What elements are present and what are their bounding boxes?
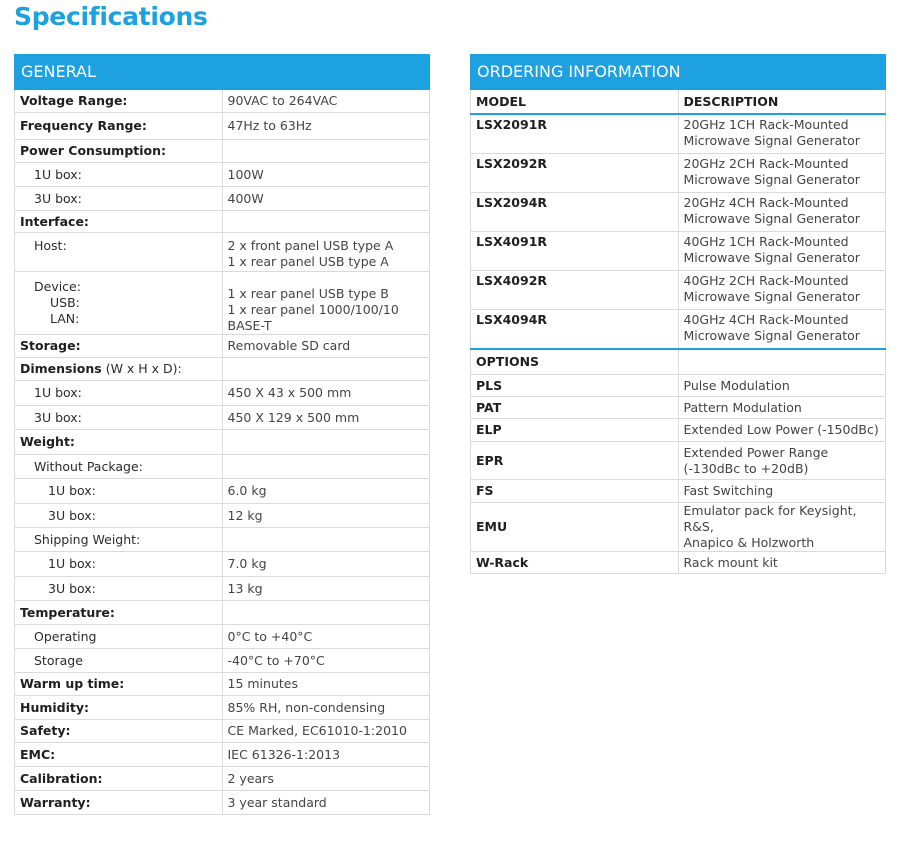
table-row [15,791,430,815]
spec-value: IEC 61326-1:2013 [222,743,430,767]
description-line: 40GHz 4CH Rack-Mounted [683,312,849,327]
description-line: 40GHz 1CH Rack-Mounted [683,234,849,249]
ordering-header: ORDERING INFORMATION [471,55,886,90]
option-code: PLS [471,375,679,397]
model-description [678,114,886,154]
spec-value [222,211,430,233]
option-description: Rack mount kit [678,552,886,574]
column-header-row [471,90,886,115]
spec-label: EMC: [15,743,223,767]
spec-label: Operating [15,625,223,649]
table-row [471,310,886,350]
table-row [15,673,430,696]
spec-value: 400W [222,187,430,211]
spec-value [222,601,430,625]
page-title: Specifications [14,2,208,31]
table-row [15,90,430,113]
value-line: 1 x rear panel USB type A [227,254,389,269]
model-code: LSX2094R [471,193,679,232]
spec-label: Warranty: [15,791,223,815]
spec-label: Humidity: [15,696,223,720]
options-header: OPTIONS [471,349,679,375]
spec-value: 7.0 kg [222,552,430,577]
description-line: Microwave Signal Generator [683,211,860,226]
general-spec-table [14,54,430,815]
table-row [15,767,430,791]
spec-label: Safety: [15,720,223,743]
spec-label [15,358,223,381]
spec-label: 3U box: [15,504,223,528]
spec-value [222,272,430,335]
spec-value: 47Hz to 63Hz [222,113,430,140]
table-row [15,504,430,528]
table-row [15,696,430,720]
table-row [15,211,430,233]
table-row [15,233,430,272]
description-line: Microwave Signal Generator [683,328,860,343]
spec-label: 1U box: [15,479,223,504]
table-row [15,140,430,163]
table-row [15,455,430,479]
option-code: FS [471,480,679,503]
spec-label: 3U box: [15,577,223,601]
spec-value: 450 X 129 x 500 mm [222,406,430,430]
model-description [678,310,886,350]
option-code: PAT [471,397,679,419]
spec-value: 12 kg [222,504,430,528]
spec-label: Without Package: [15,455,223,479]
spec-value [222,358,430,381]
description-line: 20GHz 1CH Rack-Mounted [683,117,849,132]
table-row [15,406,430,430]
spec-value [222,140,430,163]
spec-value: 6.0 kg [222,479,430,504]
description-line: Extended Power Range [683,444,829,460]
spec-value: 3 year standard [222,791,430,815]
model-code: LSX4092R [471,271,679,310]
spec-value: Removable SD card [222,335,430,358]
description-line: Microwave Signal Generator [683,289,860,304]
table-row [15,552,430,577]
option-description [678,503,886,552]
value-line: 1 x rear panel 1000/100/10 BASE-T [227,302,399,333]
table-row [471,271,886,310]
option-description: Extended Low Power (-150dBc) [678,419,886,442]
value-line: 1 x rear panel USB type B [227,286,389,301]
spec-value: CE Marked, EC61010-1:2010 [222,720,430,743]
model-code: LSX4091R [471,232,679,271]
description-line: Microwave Signal Generator [683,172,860,187]
spec-value: 85% RH, non-condensing [222,696,430,720]
spec-label: 1U box: [15,381,223,406]
ordering-table [470,54,886,574]
spec-label: 1U box: [15,163,223,187]
option-description: Fast Switching [678,480,886,503]
model-description [678,271,886,310]
table-row [15,720,430,743]
spec-label: Calibration: [15,767,223,791]
table-row [471,232,886,271]
table-row [471,442,886,480]
table-row [471,397,886,419]
spec-value: 13 kg [222,577,430,601]
spec-label: 3U box: [15,187,223,211]
value-line: 2 x front panel USB type A [227,238,394,253]
general-header: GENERAL [15,55,430,90]
option-code: EPR [471,442,679,480]
option-code: W-Rack [471,552,679,574]
option-code: EMU [471,503,679,552]
spec-label: 3U box: [15,406,223,430]
table-row [15,649,430,673]
description-line: Microwave Signal Generator [683,133,860,148]
spec-value: 2 years [222,767,430,791]
device-label: Device: [34,279,81,294]
model-code: LSX2092R [471,154,679,193]
spec-label: Warm up time: [15,673,223,696]
table-row [15,430,430,455]
lan-label: LAN: [50,311,80,326]
spec-label: Storage: [15,335,223,358]
table-row [15,358,430,381]
usb-label: USB: [50,295,80,310]
dimensions-suffix: (W x H x D): [101,361,182,376]
model-code: LSX2091R [471,114,679,154]
spec-label: 1U box: [15,552,223,577]
description-line: Anapico & Holzworth [683,535,815,550]
spec-label: Storage [15,649,223,673]
table-row [471,503,886,552]
table-row [15,743,430,767]
spec-value: 450 X 43 x 500 mm [222,381,430,406]
table-row [15,113,430,140]
table-row [15,335,430,358]
table-row [15,528,430,552]
description-line: 40GHz 2CH Rack-Mounted [683,273,849,288]
spec-value: 90VAC to 264VAC [222,90,430,113]
spec-value [222,528,430,552]
spec-label: Power Consumption: [15,140,223,163]
table-row [471,193,886,232]
description-line: Microwave Signal Generator [683,250,860,265]
spec-value [222,455,430,479]
spec-label: Interface: [15,211,223,233]
option-description: Pattern Modulation [678,397,886,419]
description-line: (-130dBc to +20dB) [683,460,809,476]
spec-label: Shipping Weight: [15,528,223,552]
spec-label: Frequency Range: [15,113,223,140]
table-row [15,187,430,211]
options-header-row [471,349,886,375]
option-code: ELP [471,419,679,442]
table-row [471,419,886,442]
spec-value: 15 minutes [222,673,430,696]
model-description [678,154,886,193]
description-line: 20GHz 2CH Rack-Mounted [683,156,849,171]
description-line: 20GHz 4CH Rack-Mounted [683,195,849,210]
table-row [15,625,430,649]
option-description [678,442,886,480]
description-line: Emulator pack for Keysight, R&S, [683,503,857,534]
table-row [15,479,430,504]
spec-label: Weight: [15,430,223,455]
table-row [471,480,886,503]
table-row [15,601,430,625]
table-row [15,381,430,406]
spec-label [15,272,223,335]
table-row [15,163,430,187]
spec-value: -40°C to +70°C [222,649,430,673]
model-description [678,232,886,271]
spec-label: Temperature: [15,601,223,625]
spec-label: Host: [15,233,223,272]
model-column-header: MODEL [471,90,679,115]
table-row [15,577,430,601]
spec-value: 100W [222,163,430,187]
table-row [471,552,886,574]
spec-label: Voltage Range: [15,90,223,113]
description-column-header: DESCRIPTION [678,90,886,115]
model-description [678,193,886,232]
options-header-blank [678,349,886,375]
spec-value [222,430,430,455]
spec-value [222,233,430,272]
option-description: Pulse Modulation [678,375,886,397]
model-code: LSX4094R [471,310,679,350]
table-row [471,375,886,397]
table-row [471,154,886,193]
spec-value: 0°C to +40°C [222,625,430,649]
dimensions-label: Dimensions [20,361,102,376]
table-row [15,272,430,335]
table-row [471,114,886,154]
